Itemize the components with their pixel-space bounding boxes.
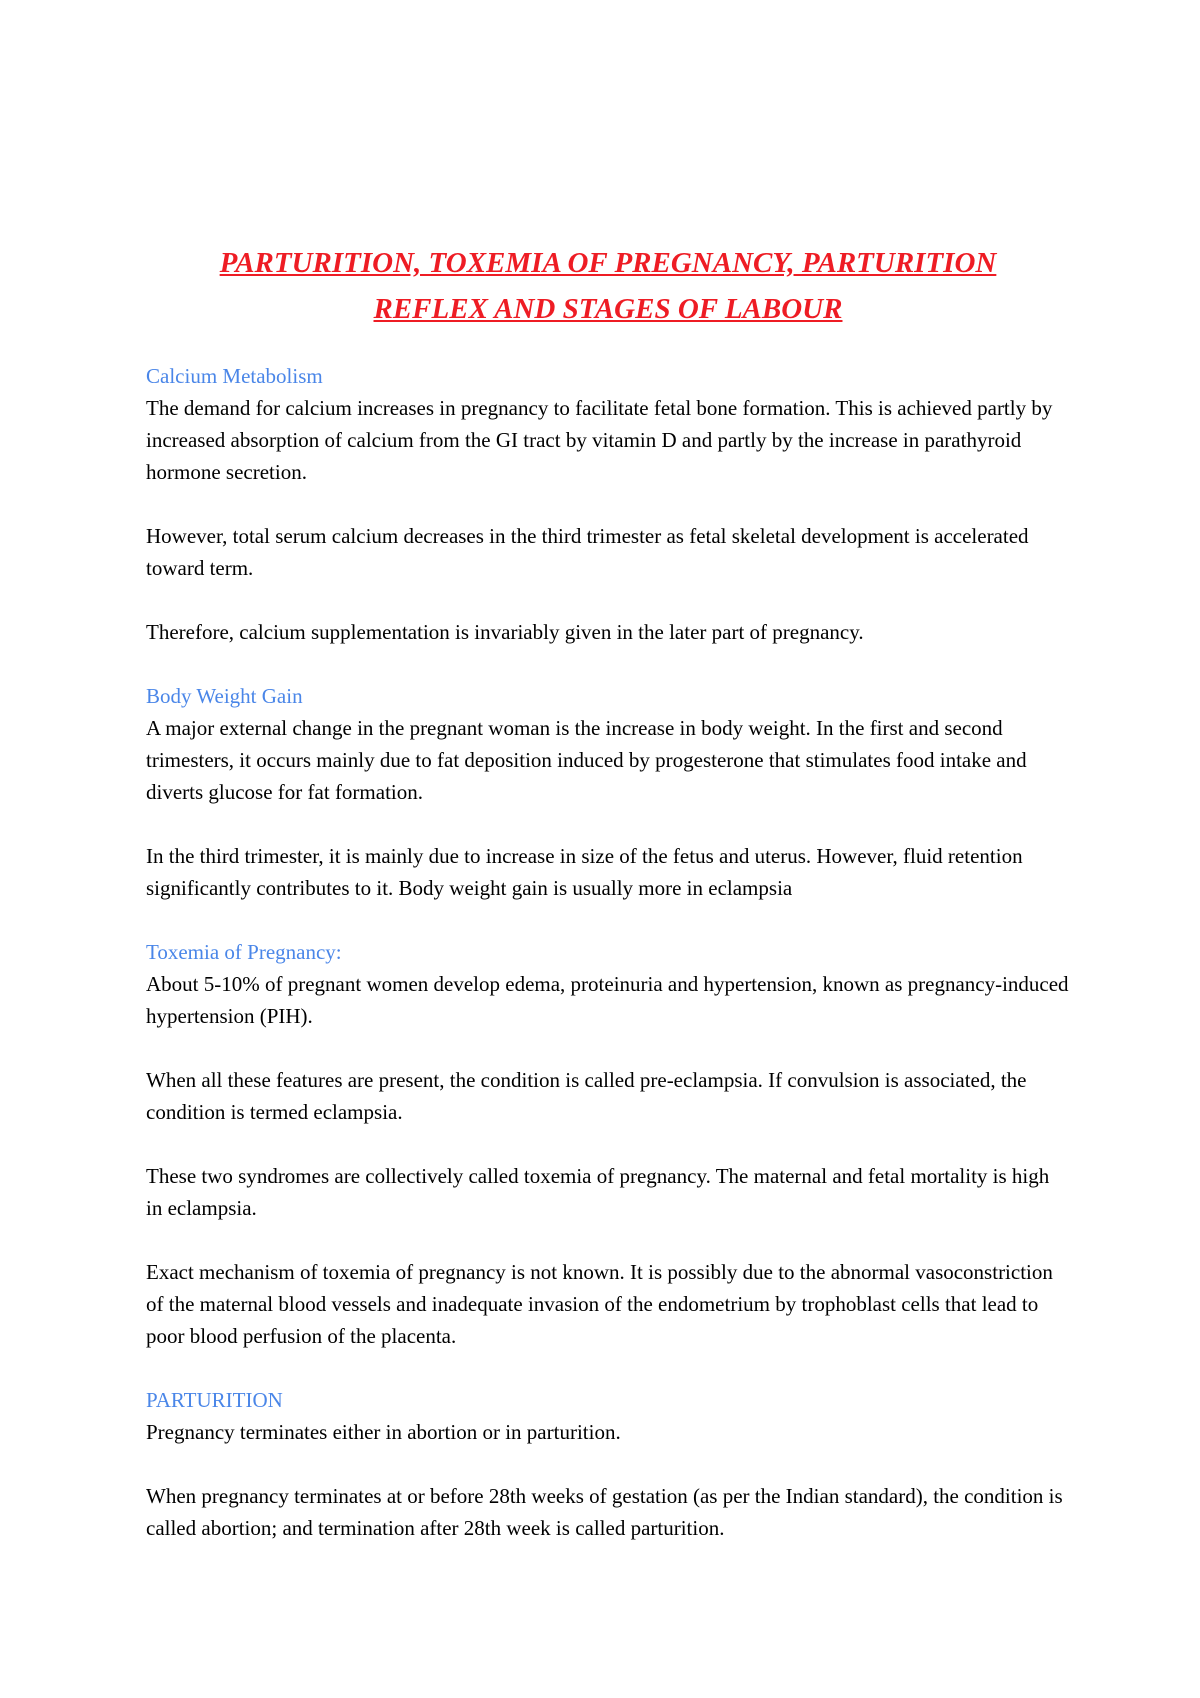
section-body-weight-gain (146, 680, 1070, 904)
section-heading: Toxemia of Pregnancy: (146, 940, 342, 964)
paragraph: Therefore, calcium supplementation is invariably given in the later part of pregnancy. (146, 620, 864, 644)
document-title: PARTURITION, TOXEMIA OF PREGNANCY, PARTURITION REFLEX AND STAGES OF LABOUR (219, 247, 997, 325)
paragraph: In the third trimester, it is mainly due to increase in size of the fetus and uterus. However, fluid retention significantly contributes to it. Body weight gain is usually more in eclampsia (146, 844, 1023, 900)
paragraph: Exact mechanism of toxemia of pregnancy is not known. It is possibly due to the abnormal vasoconstriction of the maternal blood vessels and inadequate invasion of the endometrium by trophoblast cells that lead to poor blood perfusion of the placenta. (146, 1260, 1053, 1348)
section-heading: PARTURITION (146, 1388, 283, 1412)
paragraph: When all these features are present, the condition is called pre-eclampsia. If convulsion is associated, the condition is termed eclampsia. (146, 1068, 1027, 1124)
section-toxemia-of-pregnancy (146, 936, 1070, 1352)
paragraph: When pregnancy terminates at or before 28th weeks of gestation (as per the Indian standard), the condition is called abortion; and termination after 28th week is called parturition. (146, 1484, 1063, 1540)
paragraph: These two syndromes are collectively called toxemia of pregnancy. The maternal and fetal mortality is high in eclampsia. (146, 1164, 1050, 1220)
paragraph: A major external change in the pregnant woman is the increase in body weight. In the first and second trimesters, it occurs mainly due to fat deposition induced by progesterone that stimulates food intake and diverts glucose for fat formation. (146, 716, 1027, 804)
paragraph: About 5-10% of pregnant women develop edema, proteinuria and hypertension, known as pregnancy-induced hypertension (PIH). (146, 972, 1069, 1028)
section-parturition (146, 1384, 1070, 1544)
paragraph: However, total serum calcium decreases in the third trimester as fetal skeletal development is accelerated toward term. (146, 524, 1029, 580)
section-heading: Calcium Metabolism (146, 364, 323, 388)
section-calcium-metabolism (146, 360, 1070, 648)
section-heading: Body Weight Gain (146, 684, 303, 708)
paragraph: Pregnancy terminates either in abortion or in parturition. (146, 1420, 621, 1444)
paragraph: The demand for calcium increases in pregnancy to facilitate fetal bone formation. This is achieved partly by increased absorption of calcium from the GI tract by vitamin D and partly by the increase in parathyroid hormone secretion. (146, 396, 1053, 484)
